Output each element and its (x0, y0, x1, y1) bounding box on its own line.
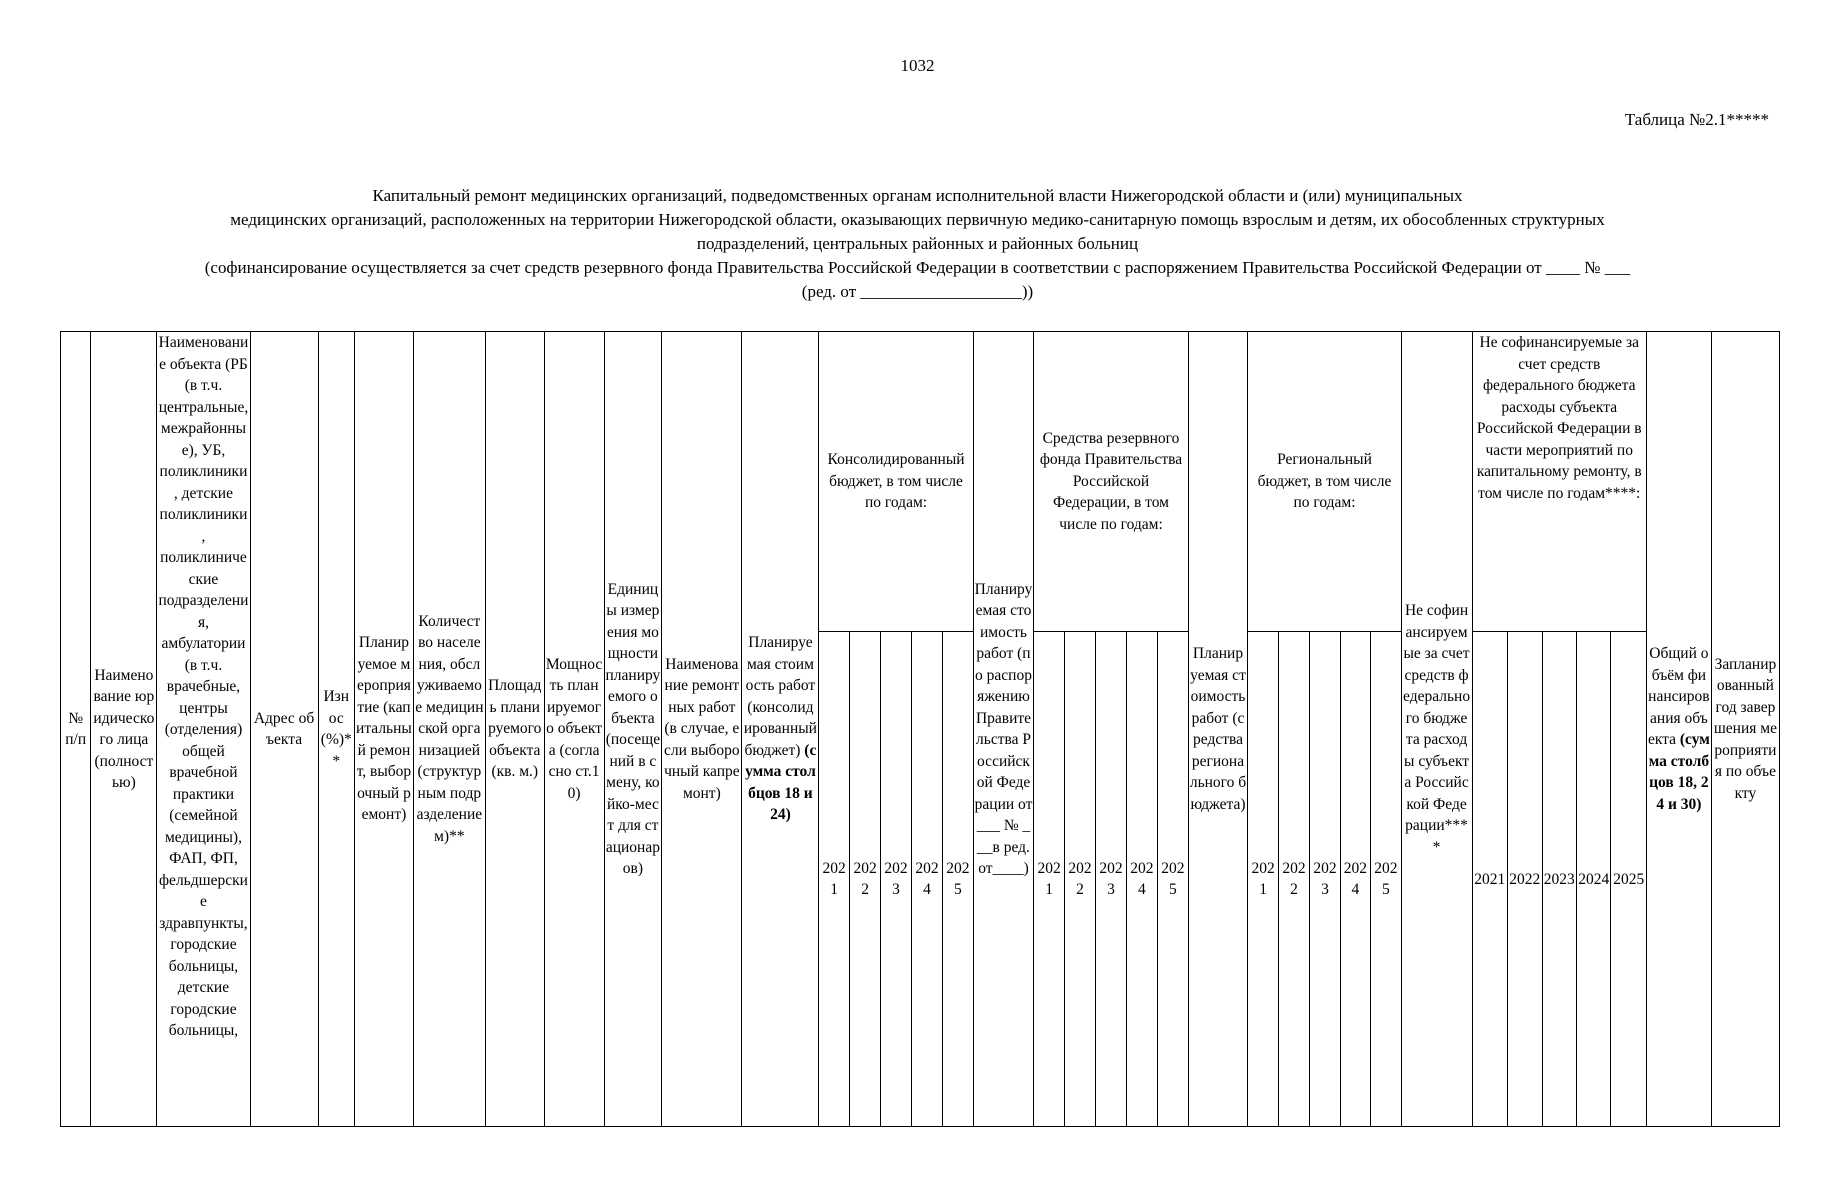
title-line-1: Капитальный ремонт медицинских организаций, подведомственных органам исполнительной власти Нижегородской области и (или) муниципальных (372, 186, 1463, 205)
regional-year-2024: 2024 (1340, 632, 1370, 1127)
col-planned-cost-regional-header: Планируемая стоимость работ (средства регионального бюджета) (1188, 332, 1248, 1127)
col-capacity-unit-header: Единицы измерения мощности планируемого объекта (посещений в смену, койко-мест для стационаров) (604, 332, 662, 1127)
col-object-name-header: Наименование объекта (РБ (в т.ч. центральные, межрайонные), УБ, поликлиники, детские поликлиники, поликлинические подразделения, амбулатории (в т.ч. врачебные, центры (отделения) общей врачебной практики (семейной медицины), ФАП, ФП, фельдшерские здравпункты, городские больницы, детские городские больницы, (157, 332, 250, 1127)
reserve-year-2024: 2024 (1126, 632, 1157, 1127)
col-planned-activity-header: Планируемое мероприятие (капитальный ремонт, выборочный ремонт) (355, 332, 414, 1127)
consolidated-budget-header: Консолидированный бюджет, в том числе по годам: (819, 332, 973, 632)
consolidated-year-2025: 2025 (943, 632, 973, 1127)
not-cofinanced-year-2021: 2021 (1472, 632, 1507, 1127)
financing-table (60, 331, 1780, 1127)
col-completion-year-header: Запланированный год завершения мероприятия по объекту (1711, 332, 1779, 1127)
title-line-5: (ред. от ___________________)) (801, 282, 1034, 301)
col-wear-header: Износ (%)** (318, 332, 355, 1127)
not-cofinanced-year-2023: 2023 (1542, 632, 1576, 1127)
regional-year-2025: 2025 (1371, 632, 1401, 1127)
not-cofinanced-year-2024: 2024 (1576, 632, 1610, 1127)
reserve-year-2022: 2022 (1064, 632, 1095, 1127)
col-area-header: Площадь планируемого объекта (кв. м.) (485, 332, 544, 1127)
col-legal-entity-header: Наименование юридического лица (полностью) (91, 332, 157, 1127)
consolidated-year-2021: 2021 (819, 632, 849, 1127)
regional-year-2023: 2023 (1310, 632, 1340, 1127)
regional-year-2021: 2021 (1248, 632, 1278, 1127)
not-cofinanced-capital-header: Не софинансируемые за счет средств федерального бюджета расходы субъекта Российской Федерации в части мероприятий по капитальному ремонту, в том числе по годам****: (1472, 332, 1646, 632)
consolidated-year-2023: 2023 (881, 632, 911, 1127)
col-total-header (1646, 332, 1711, 1127)
regional-year-2022: 2022 (1278, 632, 1309, 1127)
not-cofinanced-year-2022: 2022 (1508, 632, 1542, 1127)
consolidated-year-2024: 2024 (911, 632, 942, 1127)
col-planned-cost-order-header: Планируемая стоимость работ (по распоряжению Правительства Российской Федерации от ___ № ___в ред. от____) (973, 332, 1034, 1127)
col-not-cofinanced-header: Не софинансируемые за счет средств федерального бюджета расходы субъекта Российской Федерации**** (1401, 332, 1472, 1127)
title-line-4: (софинансирование осуществляется за счет средств резервного фонда Правительства Российской Федерации в соответствии с распоряжением Правительства Российской Федерации от ____ № ___ (204, 258, 1631, 277)
reserve-year-2023: 2023 (1096, 632, 1126, 1127)
col-repair-works-header: Наименование ремонтных работ (в случае, если выборочный капремонт) (662, 332, 742, 1127)
planned-cost-bold: (сумма столбцов 18 и 24) (745, 741, 817, 824)
col-population-header: Количество населения, обслуживаемое медицинской организацией (структурным подразделением)** (413, 332, 485, 1127)
reserve-fund-header: Средства резервного фонда Правительства Российской Федерации, в том числе по годам: (1034, 332, 1188, 632)
title-line-3: подразделений, центральных районных и районных больниц (696, 234, 1139, 253)
reserve-year-2025: 2025 (1158, 632, 1188, 1127)
not-cofinanced-year-2025: 2025 (1611, 632, 1647, 1127)
reserve-year-2021: 2021 (1034, 632, 1064, 1127)
total-text: Общий объём финансирования объекта (1647, 645, 1710, 748)
regional-budget-header: Региональный бюджет, в том числе по годам: (1248, 332, 1401, 632)
col-capacity-header: Мощность планируемого объекта (согласно ст.10) (544, 332, 604, 1127)
table-label: Таблица №2.1***** (1624, 110, 1769, 129)
document-title (60, 184, 1775, 304)
title-line-2: медицинских организаций, расположенных на территории Нижегородской области, оказывающих первичную медико-санитарную помощь взрослым и детям, их обособленных структурных (230, 210, 1605, 229)
col-num-header: № п/п (61, 332, 91, 1127)
col-planned-cost-header (742, 332, 819, 1127)
col-address-header: Адрес объекта (250, 332, 318, 1127)
consolidated-year-2022: 2022 (849, 632, 880, 1127)
total-bold: (сумма столбцов 18, 24 и 30) (1648, 731, 1710, 813)
page-number: 1032 (900, 56, 935, 75)
planned-cost-text: Планируемая стоимость работ (консолидированный бюджет) (743, 634, 817, 759)
